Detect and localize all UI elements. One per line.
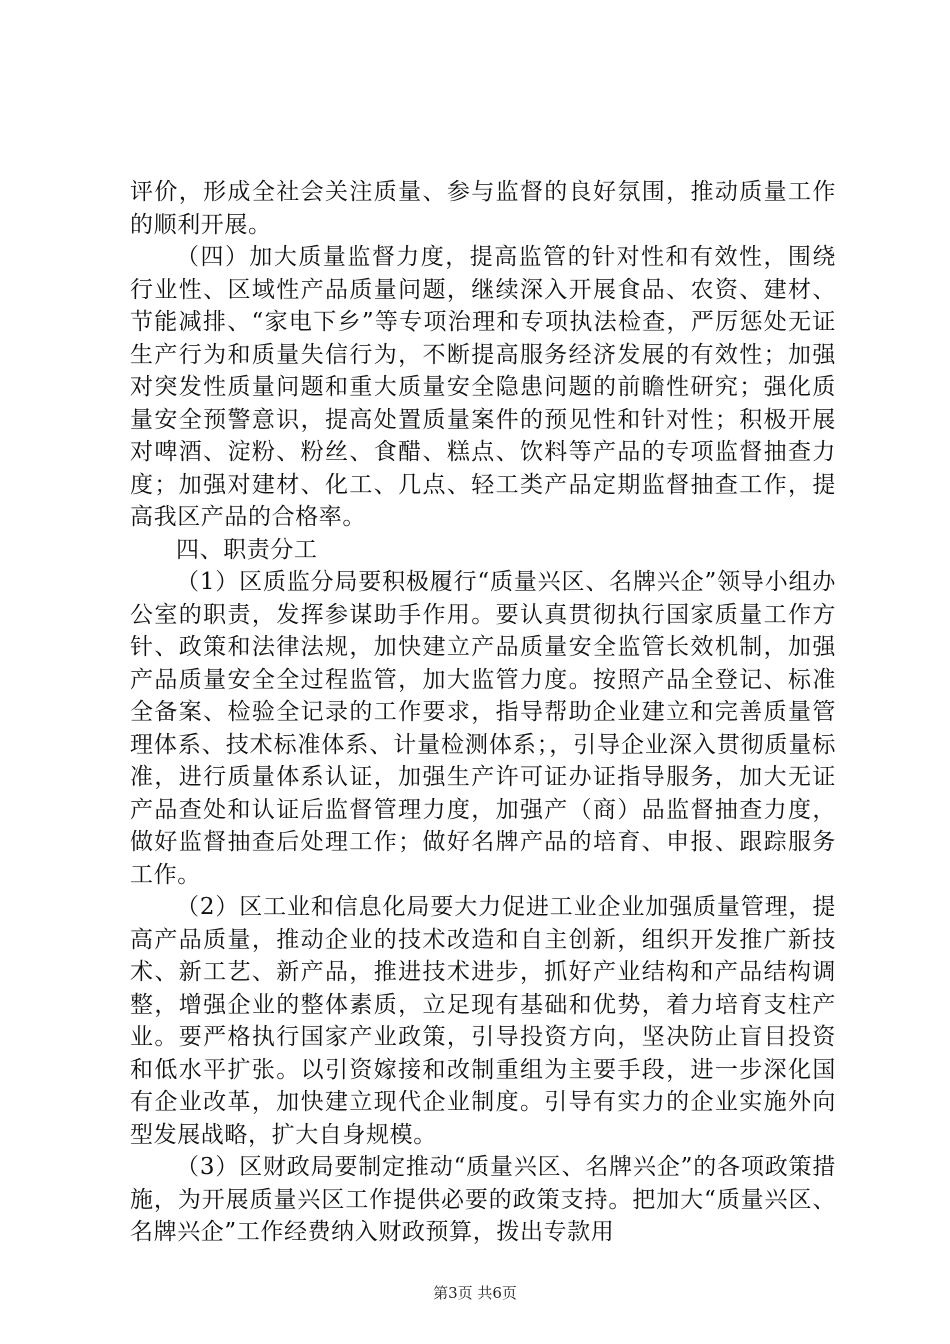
paragraph-duty-1: （1）区质监分局要积极履行“质量兴区、名牌兴企”领导小组办公室的职责，发挥参谋助手作用。要认真贯彻执行国家质量工作方针、政策和法律法规，加快建立产品质量安全监管长效机制，加强产品质量安全全过程监管，加大监管力度。按照产品全登记、标准全备案、检验全记录的工作要求，指导帮助企业建立和完善质量管理体系、技术标准体系、计量检测体系；，引导企业深入贯彻质量标准，进行质量体系认证，加强生产许可证办证指导服务，加大无证产品查处和认证后监督管理力度，加强产（商）品监督抽查力度，做好监督抽查后处理工作；做好名牌产品的培育、申报、跟踪服务工作。 [130, 569, 836, 888]
section-heading: 四、职责分工 [176, 536, 318, 563]
paragraph-supervision: （四）加大质量监督力度，提高监管的针对性和有效性，围绕行业性、区域性产品质量问题，继续深入开展食品、农资、建材、节能减排、“家电下乡”等专项治理和专项执法检查，严厉惩处无证生产行为和质量失信行为，不断提高服务经济发展的有效性；加强对突发性质量问题和重大质量安全隐患问题的前瞻性研究；强化质量安全预警意识，提高处置质量案件的预见性和针对性；积极开展对啤酒、淀粉、粉丝、食醋、糕点、饮料等产品的专项监督抽查力度；加强对建材、化工、几点、轻工类产品定期监督抽查工作，提高我区产品的合格率。 [130, 244, 836, 530]
page-footer: 第3页 共6页 [433, 1284, 517, 1302]
document-body [130, 176, 836, 1249]
paragraph-duty-2: （2）区工业和信息化局要大力促进工业企业加强质量管理，提高产品质量，推动企业的技术改造和自主创新，组织开发推广新技术、新工艺、新产品，推进技术进步，抓好产业结构和产品结构调整，增强企业的整体素质，立足现有基础和优势，着力培育支柱产业。要严格执行国家产业政策，引导投资方向，坚决防止盲目投资和低水平扩张。以引资嫁接和改制重组为主要手段，进一步深化国有企业改革，加快建立现代企业制度。引导有实力的企业实施外向型发展战略，扩大自身规模。 [130, 894, 836, 1148]
paragraph-duty-3: （3）区财政局要制定推动“质量兴区、名牌兴企”的各项政策措施，为开展质量兴区工作提供必要的政策支持。把加大“质量兴区、名牌兴企”工作经费纳入财政预算，拨出专款用 [130, 1154, 836, 1245]
paragraph-continuation: 评价，形成全社会关注质量、参与监督的良好氛围，推动质量工作的顺利开展。 [130, 179, 836, 238]
